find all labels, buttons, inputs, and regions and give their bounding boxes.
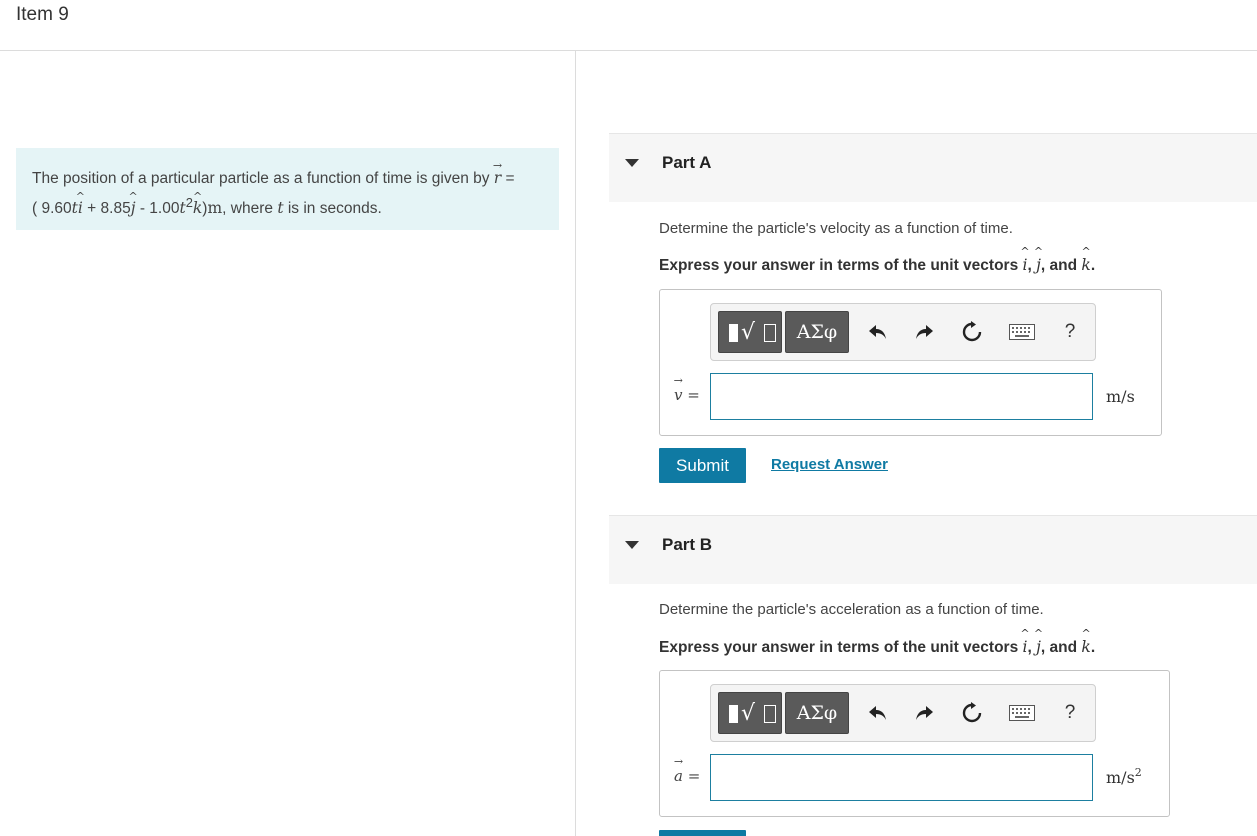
acceleration-answer-input[interactable]: [710, 754, 1093, 801]
unit-i-hat: i ^: [1023, 638, 1028, 656]
unit-superscript: 2: [1134, 766, 1142, 779]
paren-open: (: [32, 200, 38, 218]
redo-icon[interactable]: [909, 316, 939, 348]
caret-down-icon[interactable]: [625, 541, 639, 549]
item-title: Item 9: [16, 4, 69, 25]
comma: ,: [1027, 257, 1037, 274]
coef-i: 9.60: [41, 200, 72, 218]
radical-template-icon: √: [741, 320, 756, 345]
and-text: , and: [1040, 639, 1082, 656]
reset-icon[interactable]: [957, 316, 987, 348]
redo-icon[interactable]: [909, 697, 939, 729]
greek-symbols-button[interactable]: ΑΣφ: [785, 311, 849, 353]
t-squared-symbol: t: [179, 199, 186, 218]
comma: ,: [1027, 639, 1037, 656]
part-b-header[interactable]: [609, 515, 1257, 584]
undo-icon[interactable]: [863, 697, 893, 729]
acceleration-unit: [1106, 766, 1142, 787]
unit-text: m/s: [1106, 387, 1135, 406]
var-equals: =: [682, 386, 700, 404]
coef-k: - 1.00: [135, 200, 180, 218]
part-a-question: Determine the particle's velocity as a function of time.: [659, 220, 1013, 237]
and-text: , and: [1040, 257, 1082, 274]
part-b-submit-button[interactable]: [659, 830, 746, 836]
part-a-instruction: [659, 256, 1095, 275]
radical-template-icon: √: [741, 701, 756, 726]
coef-j: + 8.85: [87, 200, 131, 218]
part-a-answer-box: [659, 289, 1162, 436]
radical-template-button[interactable]: [718, 692, 782, 734]
math-toolbar: [710, 303, 1096, 361]
meter-unit: m: [207, 199, 223, 218]
unit-k-hat: k ^: [1081, 256, 1090, 274]
unit-j-hat: j ^: [1036, 256, 1041, 274]
i-hat-symbol: i ^: [78, 196, 83, 220]
exponent: 2: [185, 195, 193, 210]
problem-text-before: The position of a particular particle as a function of time is given by: [32, 170, 494, 187]
velocity-answer-input[interactable]: [710, 373, 1093, 420]
math-toolbar: [710, 684, 1096, 742]
problem-equals: =: [501, 170, 515, 187]
unit-text: m/s: [1106, 768, 1135, 787]
part-b-instruction: [659, 638, 1095, 657]
period: .: [1090, 257, 1096, 274]
paren-close: ): [202, 200, 208, 218]
instruction-text: Express your answer in terms of the unit vectors: [659, 639, 1023, 656]
template-box-icon: [729, 324, 738, 342]
part-b-question: Determine the particle's acceleration as a function of time.: [659, 601, 1044, 618]
velocity-label: [674, 386, 700, 404]
keyboard-icon[interactable]: [1007, 316, 1037, 348]
part-a-request-answer-link[interactable]: Request Answer: [771, 456, 888, 473]
instruction-text: Express your answer in terms of the unit vectors: [659, 257, 1023, 274]
radical-template-button[interactable]: [718, 311, 782, 353]
part-b-answer-box: [659, 670, 1170, 817]
t-symbol: t: [71, 199, 78, 218]
problem-text-after: , where: [222, 200, 278, 218]
t-symbol-2: t: [277, 199, 284, 218]
unit-j-hat: j ^: [1036, 638, 1041, 656]
column-divider: [575, 51, 576, 836]
template-box-icon: [764, 324, 776, 342]
unit-i-hat: i ^: [1023, 256, 1028, 274]
acceleration-label: [674, 767, 700, 785]
part-b-label: Part B: [662, 535, 713, 554]
a-vector-symbol: a →: [674, 767, 683, 785]
template-box-icon: [764, 705, 776, 723]
k-hat-symbol: k ^: [193, 196, 202, 220]
problem-statement: [16, 148, 559, 230]
var-equals: =: [682, 767, 701, 785]
reset-icon[interactable]: [957, 697, 987, 729]
undo-icon[interactable]: [863, 316, 893, 348]
greek-symbols-button[interactable]: ΑΣφ: [785, 692, 849, 734]
keyboard-icon[interactable]: [1007, 697, 1037, 729]
v-vector-symbol: v →: [674, 386, 682, 404]
period: .: [1090, 639, 1096, 656]
item-header: [0, 0, 1257, 51]
help-icon[interactable]: ?: [1064, 702, 1076, 723]
problem-text-end: is in seconds.: [283, 200, 382, 218]
r-vector-symbol: r →: [494, 166, 501, 190]
template-box-icon: [729, 705, 738, 723]
part-a-submit-button[interactable]: Submit: [659, 448, 746, 483]
caret-down-icon[interactable]: [625, 159, 639, 167]
help-icon[interactable]: ?: [1064, 321, 1076, 342]
velocity-unit: [1106, 385, 1135, 406]
j-hat-symbol: j ^: [131, 196, 136, 220]
part-a-header[interactable]: [609, 133, 1257, 202]
part-a-label: Part A: [662, 153, 712, 172]
unit-k-hat: k ^: [1081, 638, 1090, 656]
